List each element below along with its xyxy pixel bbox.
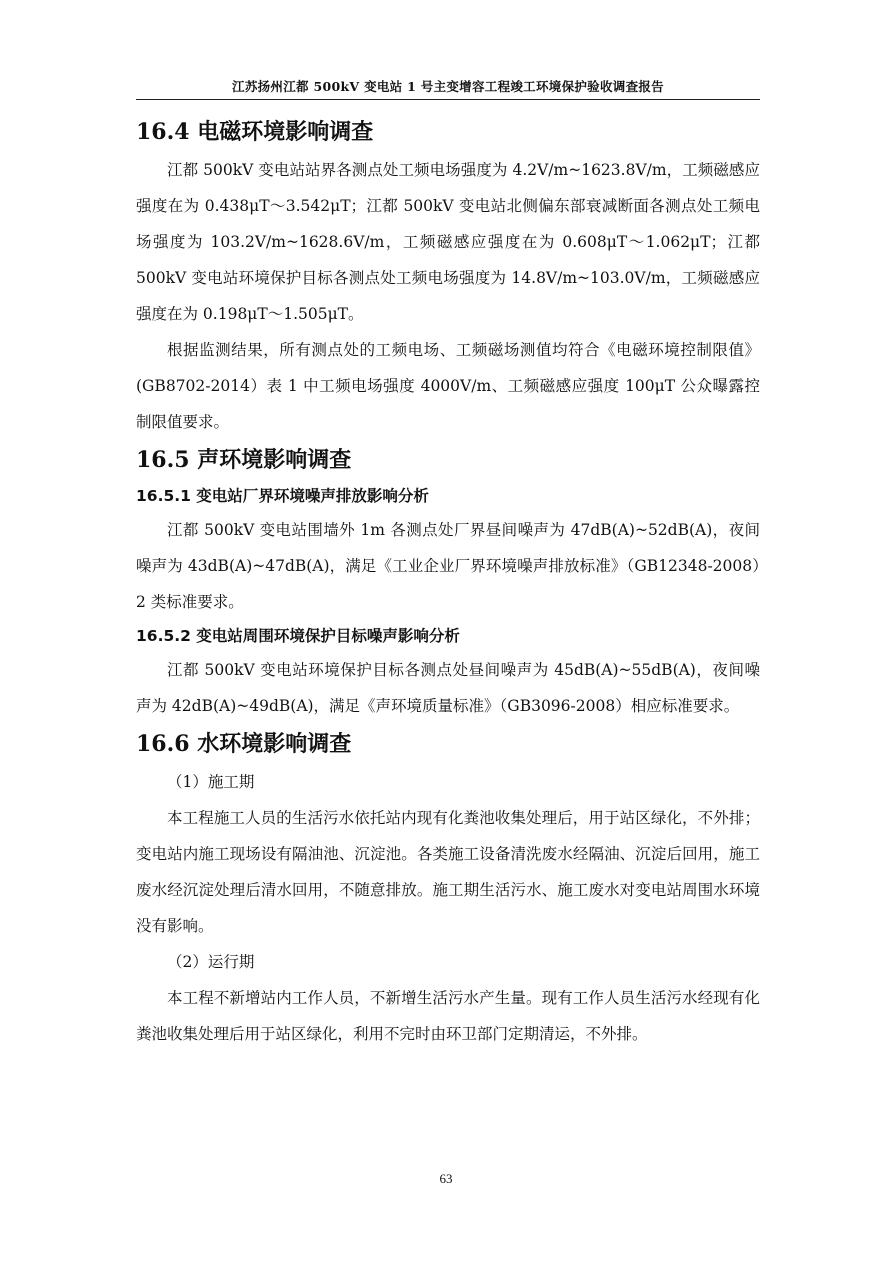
section-16-5-2-paragraph: 江都 500kV 变电站环境保护目标各测点处昼间噪声为 45dB(A)~55dB(A)，夜间噪声为 42dB(A)~49dB(A)，满足《声环境质量标准》（GB3096-2008）相应标准要求。 xyxy=(136,661,760,715)
header-rule xyxy=(136,99,760,100)
section-16-6-item-1: （1）施工期 xyxy=(167,773,255,791)
page-number: 63 xyxy=(439,1171,453,1186)
section-16-6-item-2: （2）运行期 xyxy=(167,953,255,971)
section-16-5-1-paragraph: 江都 500kV 变电站围墙外 1m 各测点处厂界昼间噪声为 47dB(A)~52dB(A)，夜间噪声为 43dB(A)~47dB(A)，满足《工业企业厂界环境噪声排放标准》（GB12348-2008）2 类标准要求。 xyxy=(136,521,760,611)
section-16-6-paragraph-1: 本工程施工人员的生活污水依托站内现有化粪池收集处理后，用于站区绿化，不外排；变电站内施工现场设有隔油池、沉淀池。各类施工设备清洗废水经隔油、沉淀后回用，施工废水经沉淀处理后清水回用，不随意排放。施工期生活污水、施工废水对变电站周围水环境没有影响。 xyxy=(136,809,760,935)
page-content xyxy=(136,112,760,1052)
running-header: 江苏扬州江都 500kV 变电站 1 号主变增容工程竣工环境保护验收调查报告 xyxy=(232,79,664,94)
section-16-5-2-heading: 16.5.2 变电站周围环境保护目标噪声影响分析 xyxy=(136,627,460,645)
section-16-4-paragraph-1: 江都 500kV 变电站站界各测点处工频电场强度为 4.2V/m~1623.8V/m，工频磁感应强度在为 0.438μT～3.542μT；江都 500kV 变电站北侧偏东部衰减断面各测点处工频电场强度为 103.2V/m~1628.6V/m，工频磁感应强度在为 0.608μT～1.062μT；江都 500kV 变电站环境保护目标各测点处工频电场强度为 14.8V/m~103.0V/m，工频磁感应强度在为 0.198μT～1.505μT。 xyxy=(136,161,760,323)
section-16-4-heading: 16.4 电磁环境影响调查 xyxy=(136,119,374,145)
section-16-6-paragraph-2: 本工程不新增站内工作人员，不新增生活污水产生量。现有工作人员生活污水经现有化粪池收集处理后用于站区绿化，利用不完时由环卫部门定期清运，不外排。 xyxy=(136,989,760,1043)
section-16-5-1-heading: 16.5.1 变电站厂界环境噪声排放影响分析 xyxy=(136,487,429,505)
section-16-4-paragraph-2: 根据监测结果，所有测点处的工频电场、工频磁场测值均符合《电磁环境控制限值》(GB8702-2014）表 1 中工频电场强度 4000V/m、工频磁感应强度 100μT 公众曝露控制限值要求。 xyxy=(136,341,760,431)
section-16-6-heading: 16.6 水环境影响调查 xyxy=(136,731,352,757)
section-16-5-heading: 16.5 声环境影响调查 xyxy=(136,447,352,473)
